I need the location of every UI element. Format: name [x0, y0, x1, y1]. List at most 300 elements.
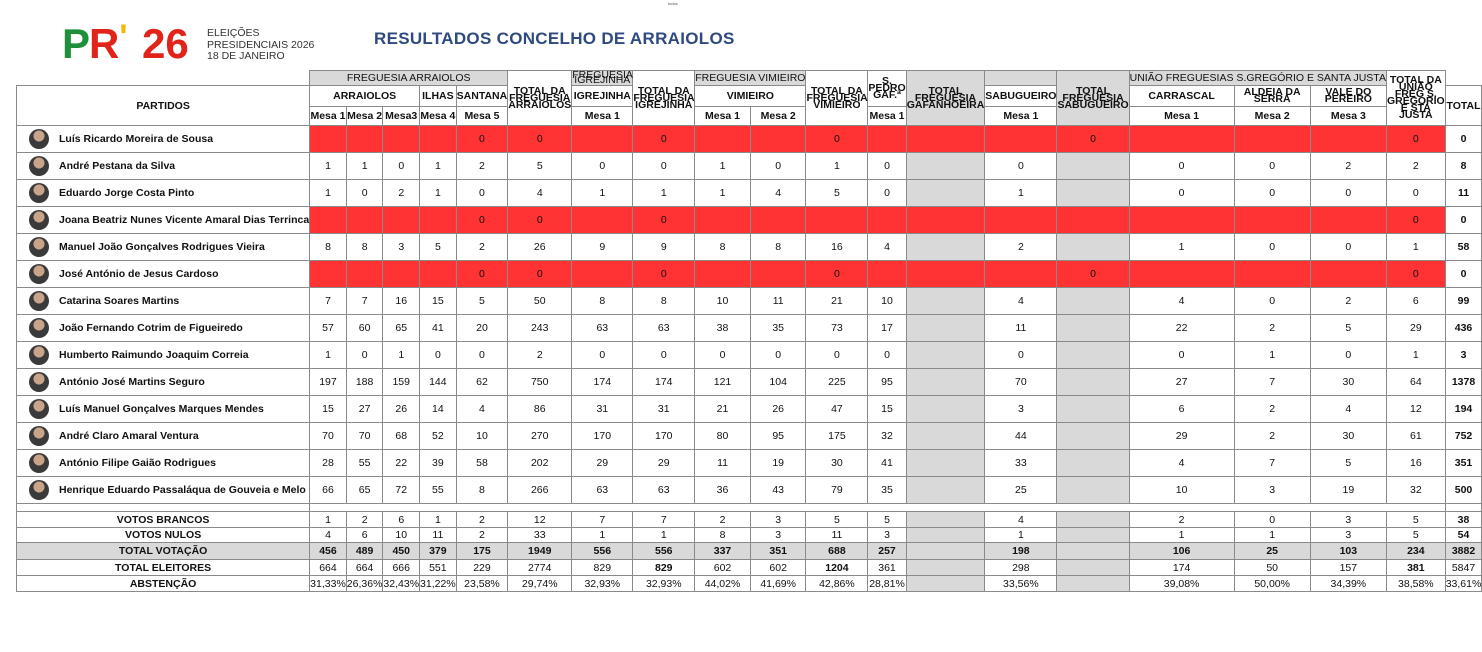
summary-cell — [1057, 528, 1129, 543]
vote-cell — [906, 234, 985, 261]
summary-cell: 666 — [383, 560, 420, 576]
vote-cell: 41 — [420, 315, 457, 342]
vote-cell: 22 — [383, 450, 420, 477]
vote-cell — [906, 315, 985, 342]
summary-cell: 5 — [806, 512, 868, 528]
vote-cell: 1 — [806, 153, 868, 180]
summary-cell: 2 — [456, 528, 508, 543]
vote-cell — [1057, 180, 1129, 207]
vote-cell — [383, 126, 420, 153]
vote-cell: 70 — [985, 369, 1057, 396]
logo-line-1: ELEIÇÕES — [207, 27, 260, 39]
candidate-row — [17, 126, 1482, 153]
vote-cell: 44 — [985, 423, 1057, 450]
candidate-photo — [29, 237, 49, 257]
vote-cell: 63 — [572, 477, 633, 504]
summary-cell: 32,93% — [633, 576, 695, 592]
candidate-photo — [29, 129, 49, 149]
summary-cell: 1 — [633, 528, 695, 543]
summary-cell: 1 — [310, 512, 347, 528]
vote-cell — [1129, 207, 1234, 234]
summary-total: 54 — [1445, 528, 1482, 543]
mesa-header: Mesa 1 — [310, 107, 347, 126]
summary-cell: 174 — [1129, 560, 1234, 576]
vote-cell — [310, 126, 347, 153]
candidate-name-cell — [17, 180, 310, 207]
summary-cell: 26,36% — [346, 577, 383, 590]
candidate-name-cell — [17, 288, 310, 315]
vote-cell: 1 — [420, 180, 457, 207]
vote-cell: 197 — [310, 369, 347, 396]
candidate-photo — [29, 399, 49, 419]
vote-cell: 0 — [750, 153, 806, 180]
vote-cell: 2 — [456, 234, 508, 261]
vote-cell: 2 — [1310, 288, 1386, 315]
candidate-name: Luís Ricardo Moreira de Sousa — [59, 132, 214, 145]
vote-cell: 170 — [572, 423, 633, 450]
summary-cell: 3 — [750, 528, 806, 543]
vote-cell: 0 — [868, 180, 906, 207]
summary-cell — [1057, 543, 1129, 560]
vote-cell — [906, 288, 985, 315]
vote-cell: 7 — [310, 288, 347, 315]
vote-cell: 0 — [750, 342, 806, 369]
summary-cell: 3 — [750, 512, 806, 528]
summary-cell: 0 — [1234, 512, 1310, 528]
vote-cell — [572, 261, 633, 288]
vote-cell: 16 — [1386, 450, 1445, 477]
summary-cell: 556 — [572, 543, 633, 560]
vote-cell: 0 — [346, 342, 383, 369]
candidate-name: Henrique Eduardo Passaláqua de Gouveia e Melo — [59, 483, 306, 496]
vote-cell — [750, 207, 806, 234]
sub-aldeia: ALDEIA DA SERRA — [1234, 86, 1310, 107]
summary-cell: 556 — [633, 543, 695, 560]
vote-cell: 63 — [633, 477, 695, 504]
candidate-total: 99 — [1445, 288, 1482, 315]
vote-cell: 11 — [750, 288, 806, 315]
vote-cell: 26 — [383, 396, 420, 423]
summary-cell: 32,43% — [383, 577, 420, 590]
vote-cell: 2 — [1234, 396, 1310, 423]
vote-cell — [750, 261, 806, 288]
summary-cell: 489 — [346, 543, 383, 560]
summary-label: TOTAL ELEITORES — [17, 560, 310, 576]
summary-cell: 7 — [572, 512, 633, 528]
vote-cell — [1057, 477, 1129, 504]
candidate-total: 58 — [1445, 234, 1482, 261]
summary-cell: 7 — [633, 512, 695, 528]
logo-apostrophe: ' — [119, 18, 127, 56]
summary-cell: 157 — [1310, 560, 1386, 576]
summary-cell: 2 — [695, 512, 751, 528]
sub-santana: SANTANA — [456, 86, 508, 107]
candidate-total: 0 — [1445, 207, 1482, 234]
vote-cell: 64 — [1386, 369, 1445, 396]
summary-cell: 31,22% — [420, 577, 456, 590]
candidate-name: Joana Beatriz Nunes Vicente Amaral Dias Terrinca — [59, 213, 310, 226]
summary-cell: 2 — [1129, 512, 1234, 528]
candidate-photo — [29, 210, 49, 230]
header-total-igrejinha: TOTAL DA FREGUESIA IGREJINHA — [633, 71, 695, 126]
vote-cell: 0 — [1310, 234, 1386, 261]
candidate-total: 500 — [1445, 477, 1482, 504]
vote-cell — [806, 207, 868, 234]
vote-cell: 20 — [456, 315, 508, 342]
summary-total: 5847 — [1445, 560, 1482, 576]
candidate-name: António José Martins Seguro — [59, 375, 205, 388]
vote-cell: 174 — [572, 369, 633, 396]
vote-cell: 1 — [633, 180, 695, 207]
summary-cell: 34,39% — [1310, 576, 1386, 592]
vote-cell: 0 — [1234, 180, 1310, 207]
vote-cell: 188 — [346, 369, 383, 396]
vote-cell: 0 — [508, 261, 572, 288]
header-total-vimieiro: TOTAL DA FREGUESIA VIMIEIRO — [806, 71, 868, 126]
summary-row-brancos — [17, 512, 1482, 528]
sub-carrascal: CARRASCAL — [1129, 86, 1234, 107]
vote-cell: 66 — [310, 477, 347, 504]
vote-cell: 79 — [806, 477, 868, 504]
vote-cell: 2 — [985, 234, 1057, 261]
vote-cell: 0 — [456, 261, 508, 288]
header-total-uniao: TOTAL DA UNIÃO FREG S. GREGÓRIO E STA JUSTA — [1386, 71, 1445, 126]
summary-cell: 3 — [1310, 528, 1386, 543]
candidate-name: Manuel João Gonçalves Rodrigues Vieira — [59, 240, 265, 253]
vote-cell — [906, 180, 985, 207]
summary-cell: 1204 — [806, 560, 868, 576]
vote-cell — [906, 126, 985, 153]
vote-cell — [1057, 342, 1129, 369]
candidate-photo — [29, 453, 49, 473]
vote-cell: 29 — [572, 450, 633, 477]
logo-subtitle — [207, 28, 314, 63]
summary-cell: 298 — [985, 560, 1057, 576]
summary-cell: 379 — [420, 543, 457, 560]
vote-cell — [1234, 261, 1310, 288]
summary-cell: 664 — [310, 560, 347, 576]
vote-cell — [310, 207, 347, 234]
vote-cell — [1057, 315, 1129, 342]
vote-cell: 28 — [310, 450, 347, 477]
summary-cell: 11 — [806, 528, 868, 543]
summary-cell: 3 — [868, 528, 906, 543]
summary-cell: 25 — [1234, 543, 1310, 560]
vote-cell: 70 — [346, 423, 383, 450]
vote-cell: 0 — [985, 342, 1057, 369]
summary-cell: 31,33% — [310, 577, 346, 590]
vote-cell: 5 — [420, 234, 457, 261]
vote-cell: 1 — [1129, 234, 1234, 261]
vote-cell: 8 — [695, 234, 751, 261]
summary-cell: 11 — [420, 528, 457, 543]
vote-cell — [1310, 207, 1386, 234]
vote-cell: 22 — [1129, 315, 1234, 342]
vote-cell — [1057, 423, 1129, 450]
vote-cell: 174 — [633, 369, 695, 396]
summary-cell: 42,86% — [806, 576, 868, 592]
vote-cell: 2 — [383, 180, 420, 207]
logo-year: 26 — [142, 20, 189, 67]
candidate-row — [17, 180, 1482, 207]
logo-r: R — [89, 20, 119, 67]
vote-cell: 1 — [420, 153, 457, 180]
vote-cell — [383, 207, 420, 234]
candidate-row — [17, 207, 1482, 234]
vote-cell: 0 — [1234, 153, 1310, 180]
candidate-name-cell — [17, 342, 310, 369]
vote-cell: 21 — [806, 288, 868, 315]
candidate-row — [17, 396, 1482, 423]
candidate-photo — [29, 318, 49, 338]
summary-cell — [1057, 576, 1129, 592]
mesa-header: Mesa3 — [383, 107, 420, 126]
candidate-name-cell — [17, 234, 310, 261]
vote-cell: 4 — [508, 180, 572, 207]
vote-cell: 1 — [310, 180, 347, 207]
vote-cell: 0 — [508, 126, 572, 153]
vote-cell: 16 — [383, 288, 420, 315]
summary-cell: 229 — [456, 560, 508, 576]
candidate-name-cell — [17, 369, 310, 396]
summary-cell: 450 — [383, 543, 420, 560]
summary-cell: 198 — [985, 543, 1057, 560]
summary-cell: 688 — [806, 543, 868, 560]
vote-cell: 26 — [750, 396, 806, 423]
vote-cell: 0 — [1310, 180, 1386, 207]
vote-cell: 121 — [695, 369, 751, 396]
vote-cell: 11 — [695, 450, 751, 477]
vote-cell — [1234, 207, 1310, 234]
vote-cell: 29 — [633, 450, 695, 477]
summary-cell: 4 — [310, 528, 347, 543]
vote-cell — [383, 261, 420, 288]
vote-cell — [572, 207, 633, 234]
vote-cell: 2 — [508, 342, 572, 369]
vote-cell: 8 — [310, 234, 347, 261]
vote-cell: 10 — [868, 288, 906, 315]
vote-cell: 5 — [806, 180, 868, 207]
vote-cell: 144 — [420, 369, 457, 396]
vote-cell: 15 — [310, 396, 347, 423]
vote-cell: 7 — [1234, 369, 1310, 396]
vote-cell — [906, 369, 985, 396]
candidate-total: 194 — [1445, 396, 1482, 423]
summary-cell: 337 — [695, 543, 751, 560]
vote-cell: 60 — [346, 315, 383, 342]
vote-cell: 5 — [1310, 450, 1386, 477]
tiny-top-label: todos — [668, 1, 678, 6]
summary-cell: 6 — [383, 512, 420, 528]
vote-cell — [310, 261, 347, 288]
candidate-total: 0 — [1445, 261, 1482, 288]
vote-cell: 33 — [985, 450, 1057, 477]
vote-cell: 0 — [1234, 234, 1310, 261]
summary-cell: 29,74% — [508, 576, 572, 592]
group-sabugueiro-blank — [985, 71, 1057, 86]
vote-cell — [1057, 153, 1129, 180]
candidate-photo — [29, 480, 49, 500]
vote-cell: 73 — [806, 315, 868, 342]
summary-cell: 234 — [1386, 543, 1445, 560]
vote-cell: 0 — [420, 342, 457, 369]
summary-row-votacao — [17, 543, 1482, 560]
vote-cell: 0 — [1386, 261, 1445, 288]
vote-cell: 32 — [868, 423, 906, 450]
vote-cell — [906, 396, 985, 423]
vote-cell — [906, 261, 985, 288]
vote-cell: 35 — [868, 477, 906, 504]
vote-cell — [1129, 261, 1234, 288]
vote-cell: 10 — [456, 423, 508, 450]
vote-cell: 95 — [750, 423, 806, 450]
candidate-total: 3 — [1445, 342, 1482, 369]
group-vimieiro: FREGUESIA VIMIEIRO — [695, 72, 806, 84]
vote-cell: 1 — [1386, 342, 1445, 369]
vote-cell: 0 — [1386, 207, 1445, 234]
vote-cell: 27 — [1129, 369, 1234, 396]
vote-cell: 202 — [508, 450, 572, 477]
summary-cell: 1 — [1234, 528, 1310, 543]
mesa-header: Mesa 2 — [750, 107, 806, 126]
vote-cell: 65 — [383, 315, 420, 342]
vote-cell — [906, 342, 985, 369]
vote-cell: 0 — [456, 126, 508, 153]
summary-cell: 664 — [346, 560, 383, 576]
summary-cell: 38,58% — [1386, 576, 1445, 592]
vote-cell: 36 — [695, 477, 751, 504]
candidate-name-cell — [17, 396, 310, 423]
summary-cell: 5 — [1386, 528, 1445, 543]
summary-cell: 23,58% — [456, 576, 508, 592]
candidate-name-cell — [17, 450, 310, 477]
vote-cell: 27 — [346, 396, 383, 423]
logo-pr — [62, 20, 126, 68]
vote-cell: 17 — [868, 315, 906, 342]
vote-cell: 15 — [420, 288, 457, 315]
vote-cell — [1234, 126, 1310, 153]
vote-cell: 50 — [508, 288, 572, 315]
vote-cell: 86 — [508, 396, 572, 423]
vote-cell — [1057, 369, 1129, 396]
logo-line-2: PRESIDENCIAIS 2026 — [207, 38, 315, 51]
candidate-photo — [29, 372, 49, 392]
summary-cell: 1949 — [508, 543, 572, 560]
vote-cell — [420, 207, 457, 234]
vote-cell: 1 — [346, 153, 383, 180]
vote-cell: 31 — [633, 396, 695, 423]
mesa-header: Mesa 1 — [868, 107, 906, 126]
vote-cell: 19 — [750, 450, 806, 477]
candidate-name-cell — [17, 207, 310, 234]
candidate-row — [17, 423, 1482, 450]
summary-cell: 6 — [346, 528, 383, 543]
candidate-row — [17, 261, 1482, 288]
mesa-header: Mesa 3 — [1310, 107, 1386, 126]
summary-cell: 257 — [868, 543, 906, 560]
vote-cell: 31 — [572, 396, 633, 423]
mesa-header: Mesa 1 — [572, 107, 633, 126]
vote-cell — [695, 207, 751, 234]
candidate-name: André Pestana da Silva — [59, 159, 176, 172]
vote-cell: 47 — [806, 396, 868, 423]
candidate-row — [17, 288, 1482, 315]
summary-cell: 361 — [868, 560, 906, 576]
vote-cell: 3 — [985, 396, 1057, 423]
sub-ilhas: ILHAS — [420, 86, 457, 107]
vote-cell: 55 — [420, 477, 457, 504]
vote-cell — [750, 126, 806, 153]
sub-igrejinha: IGREJINHA — [572, 86, 633, 107]
vote-cell: 12 — [1386, 396, 1445, 423]
summary-total: 3882 — [1445, 543, 1482, 560]
vote-cell: 65 — [346, 477, 383, 504]
vote-cell: 62 — [456, 369, 508, 396]
vote-cell: 6 — [1129, 396, 1234, 423]
vote-cell: 0 — [1234, 288, 1310, 315]
vote-cell — [985, 126, 1057, 153]
vote-cell — [906, 450, 985, 477]
summary-cell: 8 — [695, 528, 751, 543]
vote-cell — [695, 261, 751, 288]
candidate-row — [17, 315, 1482, 342]
candidate-name-cell — [17, 315, 310, 342]
summary-cell: 602 — [750, 560, 806, 576]
vote-cell: 0 — [346, 180, 383, 207]
summary-cell: 10 — [383, 528, 420, 543]
vote-cell: 5 — [456, 288, 508, 315]
vote-cell: 1 — [572, 180, 633, 207]
summary-cell: 50,00% — [1234, 576, 1310, 592]
summary-cell: 2 — [346, 512, 383, 528]
summary-cell: 4 — [985, 512, 1057, 528]
summary-label: ABSTENÇÃO — [17, 576, 310, 592]
header-total: TOTAL — [1445, 86, 1482, 126]
vote-cell: 4 — [750, 180, 806, 207]
vote-cell — [1057, 396, 1129, 423]
summary-cell: 351 — [750, 543, 806, 560]
summary-cell: 456 — [310, 543, 347, 560]
candidate-photo — [29, 345, 49, 365]
spacer-row — [17, 504, 1482, 512]
header-partidos: PARTIDOS — [17, 86, 310, 126]
mesa-header: Mesa 2 — [1234, 107, 1310, 126]
vote-cell: 38 — [695, 315, 751, 342]
vote-cell — [420, 261, 457, 288]
vote-cell: 1 — [985, 180, 1057, 207]
vote-cell: 0 — [1129, 342, 1234, 369]
vote-cell: 7 — [346, 288, 383, 315]
summary-cell: 44,02% — [695, 576, 751, 592]
vote-cell: 0 — [633, 153, 695, 180]
candidate-total: 351 — [1445, 450, 1482, 477]
vote-cell: 3 — [1234, 477, 1310, 504]
vote-cell — [695, 126, 751, 153]
vote-cell: 0 — [1386, 126, 1445, 153]
vote-cell: 16 — [806, 234, 868, 261]
vote-cell — [346, 126, 383, 153]
vote-cell: 72 — [383, 477, 420, 504]
vote-cell: 8 — [346, 234, 383, 261]
summary-cell: 103 — [1310, 543, 1386, 560]
vote-cell: 1 — [1386, 234, 1445, 261]
vote-cell: 266 — [508, 477, 572, 504]
summary-cell: 106 — [1129, 543, 1234, 560]
vote-cell: 10 — [1129, 477, 1234, 504]
vote-cell: 9 — [572, 234, 633, 261]
vote-cell: 4 — [1129, 450, 1234, 477]
vote-cell: 175 — [806, 423, 868, 450]
